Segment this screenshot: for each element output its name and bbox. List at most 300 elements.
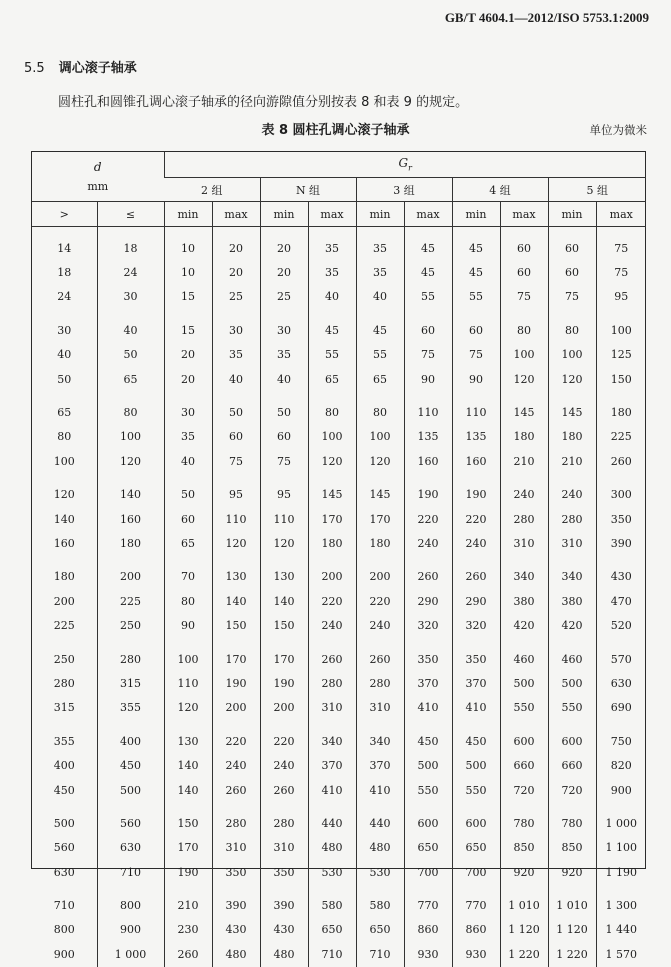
table-cell: 60 [212, 425, 260, 449]
table-cell: 260 [212, 778, 260, 802]
group-spacer [32, 802, 646, 811]
table-cell: 60 [548, 260, 596, 284]
table-cell: 170 [260, 647, 308, 671]
table-cell: 240 [356, 613, 404, 637]
table-cell: 170 [212, 647, 260, 671]
table-cell: 100 [548, 343, 596, 367]
max-header: max [212, 202, 260, 227]
table-cell: 1 120 [500, 918, 548, 942]
table-cell: 180 [97, 531, 164, 555]
table-cell: 75 [404, 343, 452, 367]
table-cell: 930 [452, 942, 500, 966]
table-cell: 10 [164, 236, 212, 260]
table-cell: 860 [404, 918, 452, 942]
table-cell: 125 [596, 343, 646, 367]
spacer-cell [32, 802, 97, 811]
table-row [32, 729, 646, 753]
table-cell: 120 [308, 449, 356, 473]
table-cell: 75 [212, 449, 260, 473]
table-cell: 75 [596, 236, 646, 260]
table-cell: 310 [260, 836, 308, 860]
table-cell: 70 [164, 565, 212, 589]
table-cell: 340 [548, 565, 596, 589]
table-cell: 75 [260, 449, 308, 473]
table-cell: 35 [356, 236, 404, 260]
table-cell: 170 [308, 507, 356, 531]
table-cell: 120 [164, 696, 212, 720]
table-cell: 170 [164, 836, 212, 860]
spacer-cell [500, 391, 548, 400]
group-spacer [32, 720, 646, 729]
table-cell: 200 [260, 696, 308, 720]
table-cell: 240 [260, 753, 308, 777]
table-cell: 190 [212, 671, 260, 695]
table-cell: 200 [356, 565, 404, 589]
spacer-cell [596, 309, 646, 318]
table-cell: 410 [308, 778, 356, 802]
table-cell: 190 [164, 860, 212, 884]
table-cell: 450 [452, 729, 500, 753]
table-row [32, 811, 646, 835]
spacer-cell [164, 638, 212, 647]
table-cell: 470 [596, 589, 646, 613]
table-cell: 380 [548, 589, 596, 613]
table-row [32, 449, 646, 473]
table-cell: 60 [548, 236, 596, 260]
spacer-cell [212, 720, 260, 729]
table-cell: 280 [548, 507, 596, 531]
table-row [32, 942, 646, 966]
table-cell: 110 [452, 400, 500, 424]
table-cell: 710 [356, 942, 404, 966]
table-cell: 150 [164, 811, 212, 835]
table-cell: 65 [356, 367, 404, 391]
spacer-cell [596, 391, 646, 400]
table-cell: 220 [260, 729, 308, 753]
table-cell: 600 [548, 729, 596, 753]
table-cell: 440 [356, 811, 404, 835]
table-cell: 710 [97, 860, 164, 884]
gr-subscript: r [408, 163, 412, 173]
table-cell: 430 [596, 565, 646, 589]
table-cell: 260 [308, 647, 356, 671]
table-cell: 15 [164, 285, 212, 309]
table-cell: 90 [452, 367, 500, 391]
spacer-cell [500, 309, 548, 318]
table-row [32, 236, 646, 260]
unit-note: 单位为微米 [589, 123, 647, 137]
group-spacer [32, 309, 646, 318]
table-row [32, 507, 646, 531]
section-title: 调心滚子轴承 [58, 61, 137, 76]
table-cell: 210 [164, 893, 212, 917]
spacer-cell [308, 309, 356, 318]
table-cell: 130 [164, 729, 212, 753]
table-cell: 170 [356, 507, 404, 531]
table-cell: 580 [308, 893, 356, 917]
table-cell: 80 [57, 430, 72, 444]
spacer-cell [404, 227, 452, 237]
spacer-cell [97, 884, 164, 893]
spacer-cell [260, 556, 308, 565]
group-spacer [32, 391, 646, 400]
table-row [32, 753, 646, 777]
table-cell: 65 [164, 531, 212, 555]
spacer-cell [32, 884, 97, 893]
section-number: 5.5 [24, 61, 45, 76]
le-header: ≤ [97, 202, 164, 227]
table-cell: 550 [452, 778, 500, 802]
spacer-cell [260, 638, 308, 647]
table-cell: 55 [452, 285, 500, 309]
table-cell: 220 [212, 729, 260, 753]
max-header: max [596, 202, 646, 227]
table-cell: 150 [260, 613, 308, 637]
table-cell: 20 [212, 260, 260, 284]
table-title: 表 8 圆柱孔调心滚子轴承 [261, 123, 410, 138]
spacer-cell [32, 556, 97, 565]
table-cell: 80 [356, 400, 404, 424]
table-cell: 50 [260, 400, 308, 424]
table-cell: 120 [53, 488, 75, 502]
table-cell: 140 [164, 778, 212, 802]
table-cell: 80 [500, 318, 548, 342]
table-cell: 100 [356, 425, 404, 449]
table-cell: 225 [596, 425, 646, 449]
spacer-cell [500, 638, 548, 647]
table-cell: 145 [500, 400, 548, 424]
table-cell: 100 [308, 425, 356, 449]
table-cell: 45 [404, 260, 452, 284]
table-cell: 130 [212, 565, 260, 589]
table-cell: 210 [548, 449, 596, 473]
table-cell: 55 [308, 343, 356, 367]
table-cell: 240 [308, 613, 356, 637]
table-cell: 400 [53, 759, 75, 773]
clearance-table [31, 151, 646, 961]
table-cell: 80 [164, 589, 212, 613]
table-cell: 310 [548, 531, 596, 555]
table-cell: 280 [260, 811, 308, 835]
group-header: 4 组 [452, 178, 548, 202]
table-cell: 60 [500, 260, 548, 284]
spacer-cell [404, 720, 452, 729]
spacer-cell [97, 309, 164, 318]
spacer-cell [452, 474, 500, 483]
table-cell: 40 [308, 285, 356, 309]
table-cell: 560 [53, 841, 75, 855]
table-cell: 350 [404, 647, 452, 671]
table-cell: 310 [500, 531, 548, 555]
table-cell: 310 [356, 696, 404, 720]
spacer-cell [452, 391, 500, 400]
clearance-table-grid [32, 152, 646, 967]
spacer-cell [32, 638, 97, 647]
table-row [32, 647, 646, 671]
spacer-cell [97, 720, 164, 729]
max-header: max [500, 202, 548, 227]
spacer-cell [260, 227, 308, 237]
table-cell: 1 000 [97, 942, 164, 966]
table-cell: 420 [548, 613, 596, 637]
table-row [32, 400, 646, 424]
table-cell: 130 [260, 565, 308, 589]
spacer-cell [548, 802, 596, 811]
table-cell: 350 [596, 507, 646, 531]
table-cell: 30 [164, 400, 212, 424]
table-cell: 630 [596, 671, 646, 695]
table-cell: 340 [356, 729, 404, 753]
table-cell: 1 220 [548, 942, 596, 966]
table-cell: 280 [97, 647, 164, 671]
table-row [32, 425, 646, 449]
table-cell: 460 [500, 647, 548, 671]
spacer-cell [356, 884, 404, 893]
body-paragraph: 圆柱孔和圆锥孔调心滚子轴承的径向游隙值分别按表 8 和表 9 的规定。 [58, 95, 469, 110]
table-cell: 340 [308, 729, 356, 753]
table-cell: 280 [308, 671, 356, 695]
spacer-cell [452, 720, 500, 729]
spacer-cell [356, 802, 404, 811]
spacer-cell [308, 391, 356, 400]
table-cell: 480 [260, 942, 308, 966]
table-cell: 150 [212, 613, 260, 637]
spacer-cell [404, 802, 452, 811]
spacer-cell [308, 227, 356, 237]
table-cell: 1 300 [596, 893, 646, 917]
table-cell: 140 [260, 589, 308, 613]
spacer-cell [596, 227, 646, 237]
spacer-cell [452, 802, 500, 811]
table-cell: 240 [212, 753, 260, 777]
table-cell: 30 [260, 318, 308, 342]
spacer-cell [260, 802, 308, 811]
spacer-cell [260, 391, 308, 400]
spacer-cell [212, 638, 260, 647]
table-cell: 30 [57, 323, 72, 337]
table-cell: 220 [356, 589, 404, 613]
spacer-cell [212, 309, 260, 318]
table-cell: 390 [260, 893, 308, 917]
table-cell: 100 [500, 343, 548, 367]
table-cell: 200 [53, 594, 75, 608]
table-cell: 225 [97, 589, 164, 613]
spacer-cell [404, 391, 452, 400]
table-cell: 60 [500, 236, 548, 260]
table-cell: 100 [97, 425, 164, 449]
table-cell: 14 [57, 241, 72, 255]
table-cell: 1 570 [596, 942, 646, 966]
spacer-cell [164, 802, 212, 811]
table-cell: 430 [260, 918, 308, 942]
table-cell: 220 [308, 589, 356, 613]
table-cell: 45 [308, 318, 356, 342]
spacer-cell [404, 884, 452, 893]
table-cell: 720 [548, 778, 596, 802]
group-spacer [32, 556, 646, 565]
table-cell: 260 [164, 942, 212, 966]
table-cell: 320 [452, 613, 500, 637]
table-cell: 480 [212, 942, 260, 966]
table-cell: 140 [97, 483, 164, 507]
min-header: min [548, 202, 596, 227]
table-cell: 45 [404, 236, 452, 260]
table-cell: 260 [452, 565, 500, 589]
table-row [32, 531, 646, 555]
spacer-cell [548, 474, 596, 483]
max-header: max [308, 202, 356, 227]
table-cell: 390 [212, 893, 260, 917]
table-cell: 120 [260, 531, 308, 555]
table-cell: 850 [500, 836, 548, 860]
table-cell: 180 [53, 570, 75, 584]
d-unit: mm [87, 180, 109, 193]
table-cell: 450 [53, 783, 75, 797]
table-cell: 1 010 [500, 893, 548, 917]
spacer-cell [308, 638, 356, 647]
table-row [32, 318, 646, 342]
spacer-cell [32, 309, 97, 318]
table-cell: 260 [356, 647, 404, 671]
table-cell: 410 [356, 778, 404, 802]
spacer-cell [32, 391, 97, 400]
table-cell: 280 [53, 676, 75, 690]
table-cell: 100 [596, 318, 646, 342]
table-row [32, 836, 646, 860]
table-cell: 40 [212, 367, 260, 391]
table-cell: 120 [356, 449, 404, 473]
table-cell: 530 [308, 860, 356, 884]
spacer-cell [548, 556, 596, 565]
spacer-cell [356, 474, 404, 483]
spacer-cell [596, 720, 646, 729]
spacer-cell [596, 556, 646, 565]
table-cell: 60 [404, 318, 452, 342]
table-cell: 20 [164, 343, 212, 367]
table-cell: 710 [308, 942, 356, 966]
spacer-cell [260, 309, 308, 318]
table-cell: 300 [596, 483, 646, 507]
spacer-cell [452, 309, 500, 318]
min-header: min [356, 202, 404, 227]
table-cell: 20 [260, 236, 308, 260]
spacer-cell [548, 720, 596, 729]
table-cell: 50 [57, 372, 72, 386]
table-cell: 350 [260, 860, 308, 884]
table-cell: 40 [356, 285, 404, 309]
spacer-cell [32, 227, 97, 237]
table-cell: 145 [548, 400, 596, 424]
table-cell: 240 [452, 531, 500, 555]
spacer-cell [548, 309, 596, 318]
table-cell: 370 [308, 753, 356, 777]
gr-symbol: G [398, 156, 409, 171]
table-cell: 820 [596, 753, 646, 777]
table-cell: 10 [164, 260, 212, 284]
table-cell: 660 [500, 753, 548, 777]
table-cell: 80 [548, 318, 596, 342]
table-cell: 250 [97, 613, 164, 637]
table-cell: 260 [260, 778, 308, 802]
spacer-cell [356, 638, 404, 647]
group-header: N 组 [260, 178, 356, 202]
table-cell: 60 [452, 318, 500, 342]
table-cell: 100 [53, 454, 75, 468]
table-cell: 600 [500, 729, 548, 753]
spacer-cell [97, 391, 164, 400]
group-header: 5 组 [548, 178, 646, 202]
table-cell: 550 [548, 696, 596, 720]
table-cell: 400 [97, 729, 164, 753]
table-cell: 310 [212, 836, 260, 860]
spacer-cell [308, 802, 356, 811]
table-cell: 190 [404, 483, 452, 507]
table-cell: 440 [308, 811, 356, 835]
table-cell: 35 [260, 343, 308, 367]
table-cell: 180 [596, 400, 646, 424]
table-cell: 180 [356, 531, 404, 555]
spacer-cell [308, 556, 356, 565]
spacer-cell [596, 638, 646, 647]
spacer-cell [97, 556, 164, 565]
table-cell: 80 [308, 400, 356, 424]
table-cell: 140 [212, 589, 260, 613]
table-cell: 860 [452, 918, 500, 942]
spacer-cell [404, 556, 452, 565]
table-cell: 120 [548, 367, 596, 391]
spacer-cell [500, 720, 548, 729]
table-cell: 370 [452, 671, 500, 695]
table-cell: 120 [97, 449, 164, 473]
table-cell: 100 [164, 647, 212, 671]
table-cell: 580 [356, 893, 404, 917]
table-cell: 480 [356, 836, 404, 860]
table-cell: 900 [596, 778, 646, 802]
table-row [32, 893, 646, 917]
table-cell: 40 [164, 449, 212, 473]
table-row [32, 918, 646, 942]
table-cell: 700 [452, 860, 500, 884]
table-cell: 1 100 [596, 836, 646, 860]
table-cell: 25 [212, 285, 260, 309]
table-cell: 18 [57, 266, 72, 280]
spacer-cell [404, 638, 452, 647]
table-cell: 1 120 [548, 918, 596, 942]
spacer-cell [452, 884, 500, 893]
table-cell: 500 [500, 671, 548, 695]
gt-header: > [32, 202, 97, 227]
spacer-cell [212, 474, 260, 483]
table-cell: 160 [404, 449, 452, 473]
spacer-cell [404, 474, 452, 483]
table-cell: 1 000 [596, 811, 646, 835]
table-cell: 60 [164, 507, 212, 531]
table-cell: 30 [97, 285, 164, 309]
table-cell: 290 [404, 589, 452, 613]
table-cell: 35 [356, 260, 404, 284]
table-cell: 220 [452, 507, 500, 531]
table-cell: 110 [164, 671, 212, 695]
table-cell: 920 [500, 860, 548, 884]
table-cell: 420 [500, 613, 548, 637]
table-cell: 770 [404, 893, 452, 917]
spacer-cell [500, 884, 548, 893]
table-cell: 110 [212, 507, 260, 531]
table-cell: 650 [356, 918, 404, 942]
table-cell: 75 [452, 343, 500, 367]
spacer-cell [260, 720, 308, 729]
table-cell: 280 [212, 811, 260, 835]
